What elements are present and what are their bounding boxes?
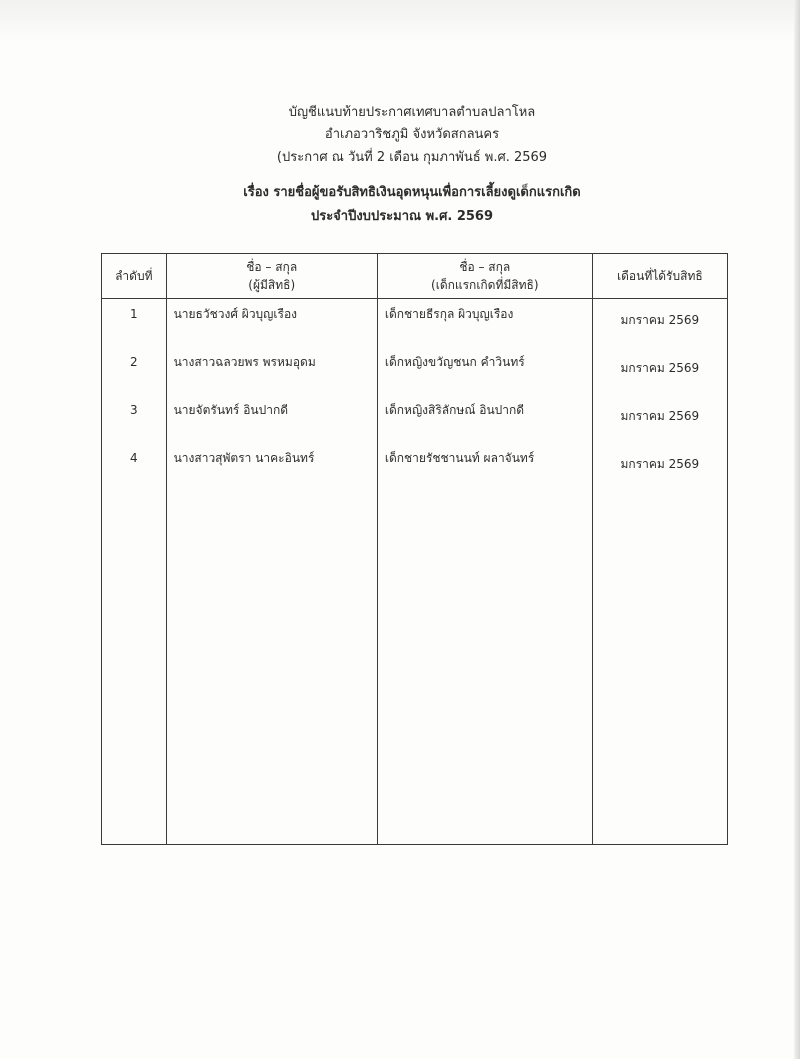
table-header-row — [102, 254, 728, 299]
cell-child-name: เด็กชายธีรกุล ผิวบุญเรือง — [377, 299, 592, 348]
table-empty-space — [102, 491, 728, 845]
header-fiscal-year: ประจำปีงบประมาณ พ.ศ. 2569 — [310, 209, 494, 224]
cell-parent-name: นายธวัชวงศ์ ผิวบุญเรือง — [166, 299, 377, 348]
column-header-parent — [166, 254, 377, 299]
scan-shadow-top — [0, 0, 800, 40]
cell-order: 2 — [102, 347, 167, 395]
cell-child-name: เด็กชายรัชชานนท์ ผลาจันทร์ — [377, 443, 592, 491]
beneficiary-table — [101, 253, 728, 845]
column-header-child — [377, 254, 592, 299]
cell-month: มกราคม 2569 — [592, 347, 727, 395]
table-row — [102, 347, 728, 395]
column-header-parent-sub: (ผู้มีสิทธิ) — [248, 278, 296, 292]
column-header-month: เดือนที่ได้รับสิทธิ — [592, 254, 727, 299]
cell-parent-name: นายจัตรันทร์ อินปากดี — [166, 395, 377, 443]
cell-parent-name: นางสาวฉลวยพร พรหมอุดม — [166, 347, 377, 395]
cell-month: มกราคม 2569 — [592, 395, 727, 443]
column-header-child-name: ชื่อ – สกุล — [459, 260, 511, 274]
cell-child-name: เด็กหญิงขวัญชนก คำวินทร์ — [377, 347, 592, 395]
cell-child-name: เด็กหญิงสิริลักษณ์ อินปากดี — [377, 395, 592, 443]
header-title: บัญชีแนบท้ายประกาศเทศบาลตำบลปลาโหล — [288, 105, 536, 120]
column-header-child-sub: (เด็กแรกเกิดที่มีสิทธิ) — [431, 278, 539, 292]
header-announcement-date: (ประกาศ ณ วันที่ 2 เดือน กุมภาพันธ์ พ.ศ. 2569 — [276, 150, 548, 165]
column-header-order: ลำดับที่ — [102, 254, 167, 299]
column-header-parent-name: ชื่อ – สกุล — [246, 260, 298, 274]
header-subject: เรื่อง รายชื่อผู้ขอรับสิทธิเงินอุดหนุนเพื่อการเลี้ยงดูเด็กแรกเกิด — [243, 185, 581, 200]
cell-order: 1 — [102, 299, 167, 348]
cell-parent-name: นางสาวสุพัตรา นาคะอินทร์ — [166, 443, 377, 491]
table-row — [102, 299, 728, 348]
table-row — [102, 395, 728, 443]
cell-month: มกราคม 2569 — [592, 299, 727, 348]
cell-month: มกราคม 2569 — [592, 443, 727, 491]
cell-order: 3 — [102, 395, 167, 443]
table-row — [102, 443, 728, 491]
cell-order: 4 — [102, 443, 167, 491]
header-district: อำเภอวาริชภูมิ จังหวัดสกลนคร — [324, 127, 500, 142]
